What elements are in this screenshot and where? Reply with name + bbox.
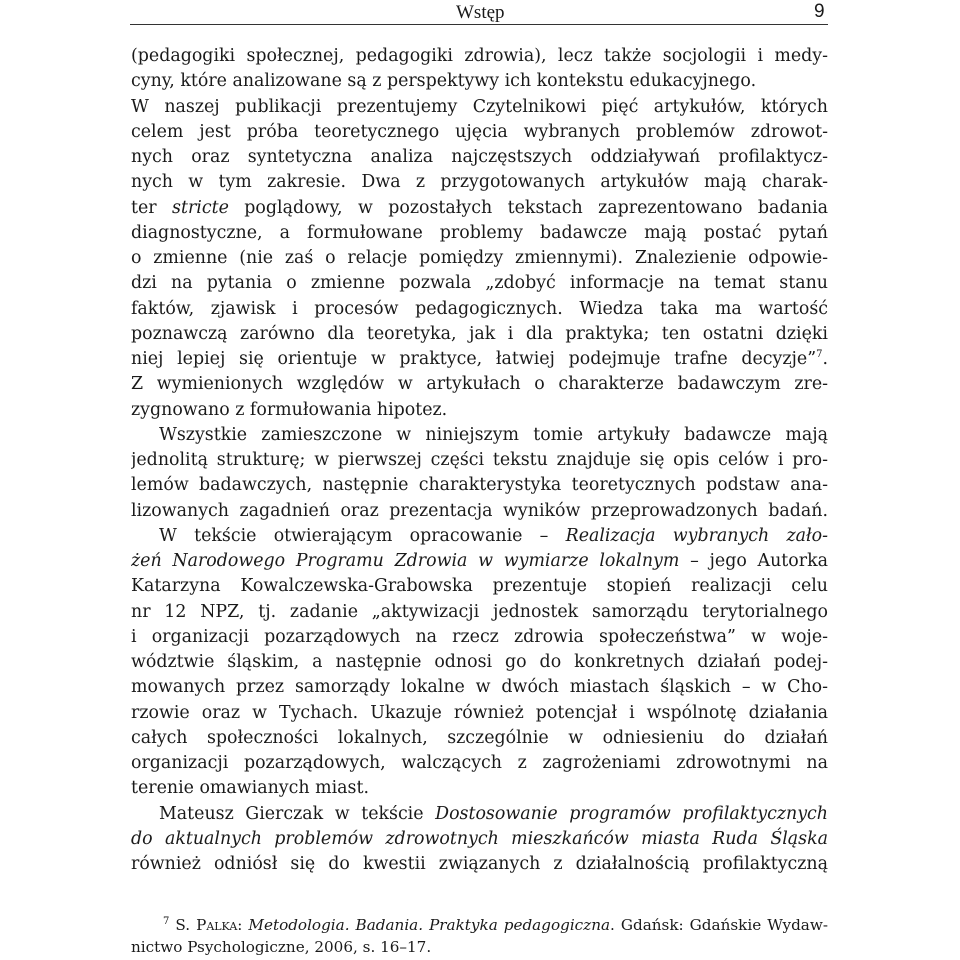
text-line bbox=[131, 95, 828, 120]
text-segment: również odniósł się do kwestii związanych z działalnością profilaktyczną bbox=[131, 854, 828, 874]
text-line bbox=[131, 145, 828, 170]
text-segment: nr 12 NPZ, tj. zadanie „aktywizacji jednostek samorządu terytorialnego bbox=[131, 601, 828, 622]
footnote-text: S. bbox=[169, 916, 197, 934]
text-line bbox=[131, 499, 828, 524]
text-segment: organizacji pozarządowych, walczących z zagrożeniami zdrowotnymi na bbox=[131, 753, 828, 773]
text-segment: ter bbox=[131, 197, 173, 218]
text-segment: nych oraz syntetyczna analiza najczęstszych oddziaływań profilaktycz- bbox=[131, 147, 828, 167]
footnote-title: Metodologia. Badania. Praktyka pedagogiczna bbox=[248, 916, 611, 934]
text-segment: niej lepiej się orientuje w praktyce, łatwiej podejmuje trafne decyzje” bbox=[131, 349, 817, 369]
text-line bbox=[131, 650, 828, 675]
text-segment: dzi na pytania o zmienne pozwala „zdobyć informacje na temat stanu bbox=[131, 273, 828, 294]
text-line bbox=[131, 574, 828, 599]
text-line bbox=[131, 726, 828, 751]
text-segment: zygnowano z formułowania hipotez. bbox=[131, 399, 448, 420]
page-number: 9 bbox=[814, 1, 825, 22]
header-rule bbox=[130, 24, 828, 25]
body-text bbox=[131, 44, 828, 877]
text-segment: Katarzyna Kowalczewska-Grabowska prezentuje stopień realizacji celu bbox=[131, 576, 828, 597]
text-line bbox=[131, 271, 828, 296]
text-line bbox=[131, 398, 828, 423]
text-segment: – jego Autorka bbox=[679, 551, 828, 571]
text-segment: W tekście otwierającym opracowanie – bbox=[159, 525, 566, 546]
text-segment: i organizacji pozarządowych na rzecz zdrowia społeczeństwa” w woje- bbox=[131, 626, 828, 647]
text-segment: lizowanych zagadnień oraz prezentacja wyników przeprowadzonych badań. bbox=[131, 500, 828, 521]
running-head-title: Wstęp bbox=[456, 2, 505, 23]
text-line bbox=[131, 44, 828, 69]
footnote-text: : bbox=[237, 916, 249, 934]
text-line bbox=[131, 372, 828, 397]
text-segment: W naszej publikacji prezentujemy Czytelnikowi pięć artykułów, których bbox=[131, 96, 828, 117]
text-segment: mowanych przez samorządy lokalne w dwóch miastach śląskich – w Cho- bbox=[131, 677, 828, 698]
text-segment: (pedagogiki społecznej, pedagogiki zdrowia), lecz także socjologii i medy- bbox=[131, 46, 828, 66]
text-segment: faktów, zjawisk i procesów pedagogicznych. Wiedza taka ma wartość bbox=[131, 298, 828, 319]
footnote-author: Palka bbox=[196, 916, 238, 934]
text-segment: poznawczą zarówno dla teoretyka, jak i dla praktyka; ten ostatni dzięki bbox=[131, 323, 828, 344]
text-line bbox=[131, 675, 828, 700]
text-segment: całych społeczności lokalnych, szczególnie w odniesieniu do działań bbox=[131, 727, 828, 748]
italic-title: stricte bbox=[172, 197, 229, 218]
text-segment: . bbox=[822, 349, 828, 369]
italic-title: do aktualnych problemów zdrowotnych mieszkańców miasta Ruda Śląska bbox=[131, 828, 828, 849]
footnote-7-continuation: nictwo Psychologiczne, 2006, s. 16–17. bbox=[131, 938, 432, 956]
text-line bbox=[131, 297, 828, 322]
text-line bbox=[131, 221, 828, 246]
footnote-reference: 7 bbox=[816, 349, 823, 360]
text-segment: Z wymienionych względów w artykułach o charakterze badawczym zre- bbox=[131, 374, 828, 395]
text-line bbox=[131, 170, 828, 195]
footnote-7 bbox=[131, 914, 828, 936]
text-segment: o zmienne (nie zaś o relacje pomiędzy zmiennymi). Znalezienie odpowie- bbox=[131, 248, 828, 268]
text-segment: nych w tym zakresie. Dwa z przygotowanych artykułów mają charak- bbox=[131, 172, 828, 193]
text-line bbox=[131, 246, 828, 271]
text-line bbox=[131, 852, 828, 877]
footnotes bbox=[131, 914, 828, 958]
text-segment: Wszystkie zamieszczone w niniejszym tomie artykuły badawcze mają bbox=[159, 424, 828, 445]
text-line bbox=[131, 625, 828, 650]
italic-title: Realizacja wybranych zało- bbox=[565, 525, 828, 546]
footnote-mark: 7 bbox=[163, 916, 170, 927]
running-header bbox=[0, 0, 960, 26]
text-line bbox=[131, 322, 828, 347]
text-segment: cyny, które analizowane są z perspektywy ich kontekstu edukacyjnego. bbox=[131, 71, 757, 92]
text-line bbox=[131, 751, 828, 776]
text-line bbox=[131, 600, 828, 625]
text-line bbox=[131, 69, 828, 94]
text-segment: rzowie oraz w Tychach. Ukazuje również potencjał i wspólnotę działania bbox=[131, 702, 828, 723]
text-line bbox=[131, 827, 828, 852]
text-line bbox=[131, 473, 828, 498]
text-line bbox=[131, 120, 828, 145]
italic-title: żeń Narodowego Programu Zdrowia w wymiarze lokalnym bbox=[131, 551, 680, 571]
text-line bbox=[131, 701, 828, 726]
text-segment: poglądowy, w pozostałych tekstach zaprezentowano badania bbox=[228, 197, 828, 218]
text-line bbox=[131, 196, 828, 221]
text-segment: jednolitą strukturę; w pierwszej części tekstu znajduje się opis celów i pro- bbox=[131, 450, 828, 470]
text-line bbox=[131, 347, 828, 372]
italic-title: Dostosowanie programów profilaktycznych bbox=[435, 803, 828, 824]
text-line bbox=[131, 549, 828, 574]
text-segment: wództwie śląskim, a następnie odnosi go do konkretnych działań podej- bbox=[131, 652, 828, 672]
text-line bbox=[131, 802, 828, 827]
text-segment: Mateusz Gierczak w tekście bbox=[159, 803, 436, 824]
text-line bbox=[131, 524, 828, 549]
footnote-text: . Gdańsk: Gdańskie Wydaw- bbox=[610, 916, 828, 934]
text-segment: lemów badawczych, następnie charakterystyka teoretycznych podstaw ana- bbox=[131, 475, 828, 496]
text-segment: celem jest próba teoretycznego ujęcia wybranych problemów zdrowot- bbox=[131, 121, 828, 142]
text-line bbox=[131, 423, 828, 448]
text-line bbox=[131, 776, 828, 801]
text-segment: diagnostyczne, a formułowane problemy badawcze mają postać pytań bbox=[131, 222, 828, 243]
text-line bbox=[131, 448, 828, 473]
text-segment: terenie omawianych miast. bbox=[131, 778, 369, 799]
